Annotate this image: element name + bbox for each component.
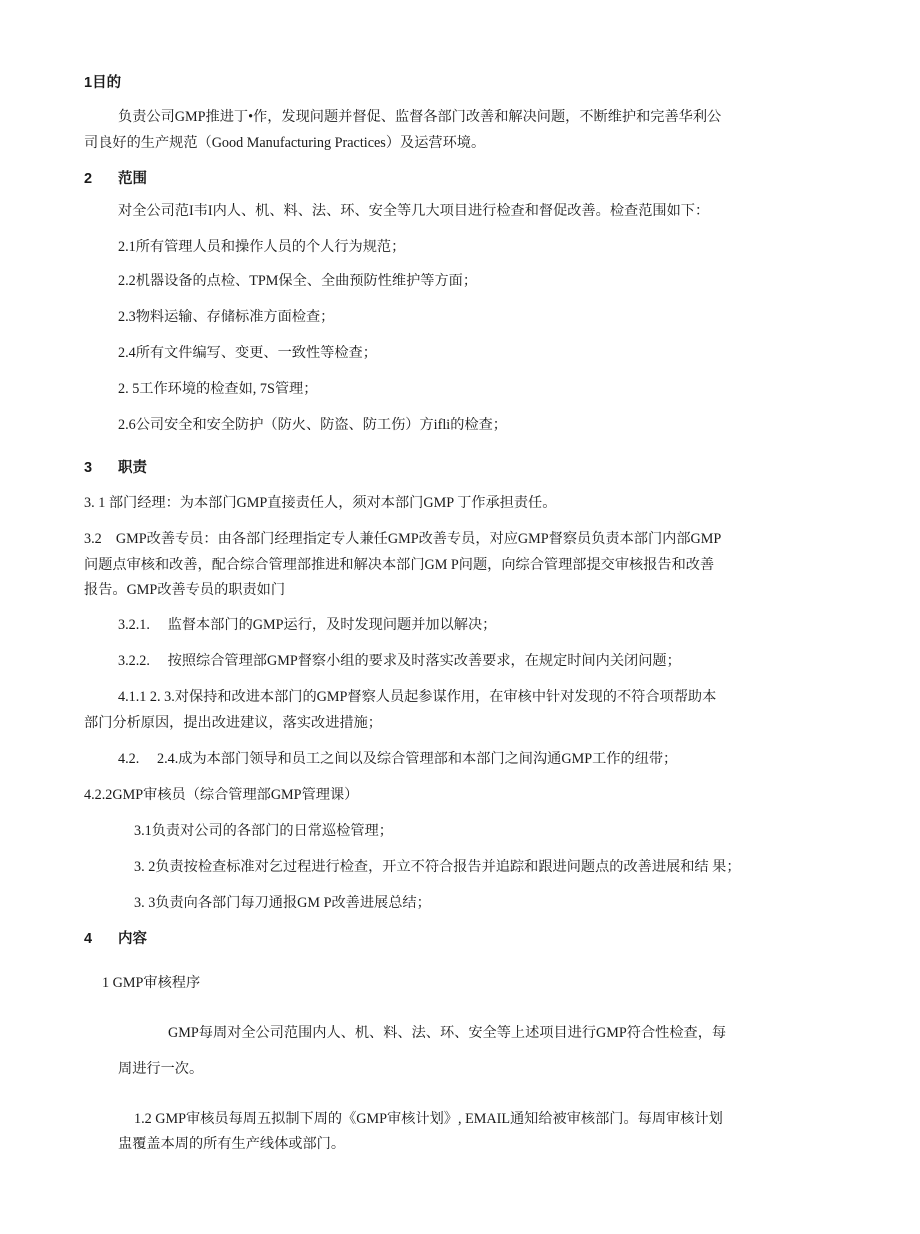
section-1-paragraph-line-1: 负责公司GMP推进丁•作，发现问题并督促、监督各部门改善和解决问题，不断维护和完善华利公 xyxy=(118,109,722,125)
section-2-number: 2 xyxy=(84,171,93,187)
audit-procedure-line-1: GMP每周对全公司范围内人、机、料、法、环、安全等上述项目进行GMP符合性检查，每 xyxy=(168,1025,727,1041)
subsection-4-1-title: 1 GMP审核程序 xyxy=(102,975,201,991)
responsibility-4-1-1-line-1: 4.1.1 2. 3.对保持和改进本部门的GMP督察人员起参谋作用，在审核中针对发现的不符合项帮助本 xyxy=(118,689,717,705)
section-1-paragraph-line-2: 司良好的生产规范（Good Manufacturing Practices）及运营环境。 xyxy=(84,135,486,151)
responsibility-4-2: 4.2. 2.4.成为本部门领导和员工之间以及综合管理部和本部门之间沟通GMP工作的纽带； xyxy=(118,751,678,767)
section-3-title: 职责 xyxy=(118,460,147,476)
responsibility-4-1-1-line-2: 部门分析原因，提出改进建议，落实改进措施； xyxy=(84,715,382,731)
scope-item: 2. 5工作环境的检查如, 7S管理； xyxy=(118,381,318,397)
scope-item: 2.4所有文件编写、变更、一致性等检查； xyxy=(118,345,377,361)
responsibility-3-2-1: 3.2.1. 监督本部门的GMP运行，及时发现问题并加以解决； xyxy=(118,617,497,633)
responsibility-4-2-2: 4.2.2GMP审核员（综合管理部GMP管理课） xyxy=(84,787,359,803)
scope-item: 2.6公司安全和安全防护（防火、防盗、防工伤）方ifli的检查； xyxy=(118,417,507,433)
section-4-number: 4 xyxy=(84,931,93,947)
responsibility-3-2-line-2: 问题点审核和改善，配合综合管理部推进和解决本部门GM P问题，向综合管理部提交审核报告和改善 xyxy=(84,557,715,573)
scope-item: 2.3物料运输、存储标准方面检查； xyxy=(118,309,335,325)
auditor-duty-3-3: 3. 3负责向各部门每刀通报GM P改善进展总结； xyxy=(134,895,431,911)
section-4-title: 内容 xyxy=(118,931,147,947)
responsibility-3-2-line-1: 3.2 GMP改善专员：由各部门经理指定专人兼任GMP改善专员，对应GMP督察员负责本部门内部GMP xyxy=(84,531,722,547)
audit-plan-line-1: 1.2 GMP审核员每周五拟制下周的《GMP审核计划》, EMAIL通知给被审核部门。每周审核计划 xyxy=(134,1111,723,1127)
responsibility-3-2-line-3: 报告。GMP改善专员的职责如门 xyxy=(84,582,286,598)
scope-item: 2.1所有管理人员和操作人员的个人行为规范； xyxy=(118,239,406,255)
responsibility-3-1: 3. 1 部门经理：为本部门GMP直接责任人，须对本部门GMP 丁作承担责任。 xyxy=(84,495,557,511)
audit-plan-line-2: 盅覆盖本周的所有生产线体或部门。 xyxy=(118,1136,346,1152)
section-3-number: 3 xyxy=(84,460,93,476)
auditor-duty-3-2: 3. 2负责按检查标准对乞过程进行检查，开立不符合报告并追踪和跟进问题点的改善进展和结 果； xyxy=(134,859,741,875)
audit-procedure-line-2: 周进行一次。 xyxy=(118,1061,204,1077)
auditor-duty-3-1: 3.1负责对公司的各部门的日常巡检管理； xyxy=(134,823,393,839)
responsibility-3-2-2: 3.2.2. 按照综合管理部GMP督察小组的要求及时落实改善要求，在规定时间内关闭问题； xyxy=(118,653,681,669)
section-1-heading: 1目的 xyxy=(84,75,122,91)
section-2-intro: 对全公司范I韦I内人、机、料、法、环、安全等几大项目进行检查和督促改善。检查范围如下： xyxy=(118,203,710,219)
section-2-title: 范围 xyxy=(118,171,147,187)
scope-item: 2.2机器设备的点检、TPM保全、全曲预防性维护等方面； xyxy=(118,273,478,289)
